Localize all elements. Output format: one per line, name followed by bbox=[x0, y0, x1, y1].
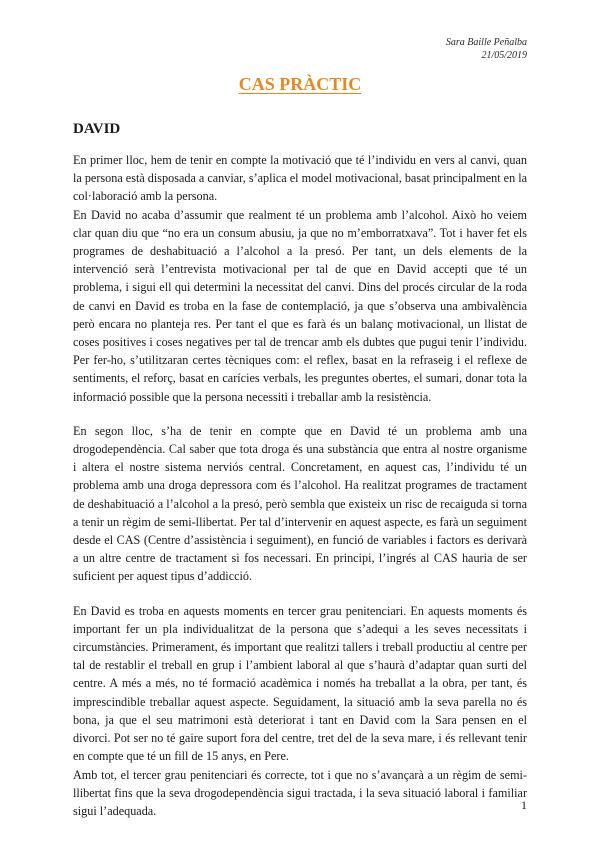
paragraph-conclusion: Amb tot, el tercer grau penitenciari és correcte, tot i que no s’avançarà a un règim de semi-llibertat fins que la seva drogodependència sigui tractada, i la seva situació laboral i familiar sigui l’adequada. bbox=[73, 767, 527, 818]
document-body bbox=[73, 151, 527, 820]
paragraph-drug-dependence: En segon lloc, s’ha de tenir en compte que en David té un problema amb una drogodependència. Cal saber que tota droga és una substància que entra al nostre organisme i altera el nostre sistema nerviós central. Concretament, en aquest cas, l’individu té un problema amb una droga depressora com és l’alcohol. Ha realitzat programes de tractament de deshabituació a l’alcohol a la presó, però sembla que existeix un risc de recaiguda si torna a tenir un règim de semi-llibertat. Per tal d’intervenir en aquest aspecte, es farà un seguiment desde el CAS (Centre d’assistència i seguiment), en funció de variables i factors es derivarà a un altre centre de tractament si fos necessari. En principi, l’ingrés al CAS hauria de ser suficient per aquest tipus d’addicció. bbox=[73, 423, 527, 584]
case-subtitle: DAVID bbox=[73, 121, 121, 137]
paragraph-motivation-detail: En David no acaba d’assumir que realment té un problema amb l’alcohol. Això ho veiem clar quan diu que “no era un consum abusiu, ja que no m’emborratxava”. Tot i haver fet els programes de deshabituació a l’alcohol a la presó. Per tant, un dels elements de la intervenció serà l’entrevista motivacional per tal de que en David accepti que té un problema, i sigui ell qui determini la necessitat del canvi. Dins del procés circular de la roda de canvi en David es troba en la fase de contemplació, ja que s’observa una ambivalència però encara no planteja res. Per tant el que es farà és un balanç motivacional, un llistat de coses positives i coses negatives per tal de trencar amb els dubtes que pugui tenir l’individu. Per fer-ho, s’utilitzaran certes tècniques com: el reflex, basat en la refraseig i el reflexe de sentiments, el reforç, basat en carícies verbals, les preguntes obertes, el sumari, donar tota la informació possible que la persona necessiti i treballar amb la resistència. bbox=[73, 207, 527, 404]
document-date: 21/05/2019 bbox=[481, 50, 527, 61]
page-number: 1 bbox=[521, 798, 527, 812]
paragraph-penitentiary-grade: En David es troba en aquests moments en tercer grau penitenciari. En aquests moments és important fer un pla individualitzat de la persona que s’adequi a les seves necessitats i circumstàncies. Primerament, és important que realitzi tallers i treball productiu al centre per tal de restablir el treball en grup i l’ambient laboral al que s’haurà d’adaptar quan surti del centre. A més a més, no té formació acadèmica i només ha treballat a la obra, per tant, és imprescindible treballar aquest aspecte. Seguidament, la situació amb la seva parella no és bona, ja que el seu matrimoni està deteriorat i tant en David com la Sara pensen en el divorci. Pot ser no té gaire suport fora del centre, tret del de la seva mare, i és rellevant tenir en compte que té un fill de 15 anys, en Pere. bbox=[73, 603, 527, 764]
page-header bbox=[446, 36, 527, 62]
paragraph-motivation-intro: En primer lloc, hem de tenir en compte la motivació que té l’individu en vers al canvi, quan la persona està disposada a canviar, s’aplica el model motivacional, basat principalment en la col·laboració amb la persona. bbox=[73, 153, 528, 204]
author-name: Sara Baille Peñalba bbox=[445, 37, 527, 48]
document-title: CAS PRÀCTIC bbox=[238, 74, 362, 94]
